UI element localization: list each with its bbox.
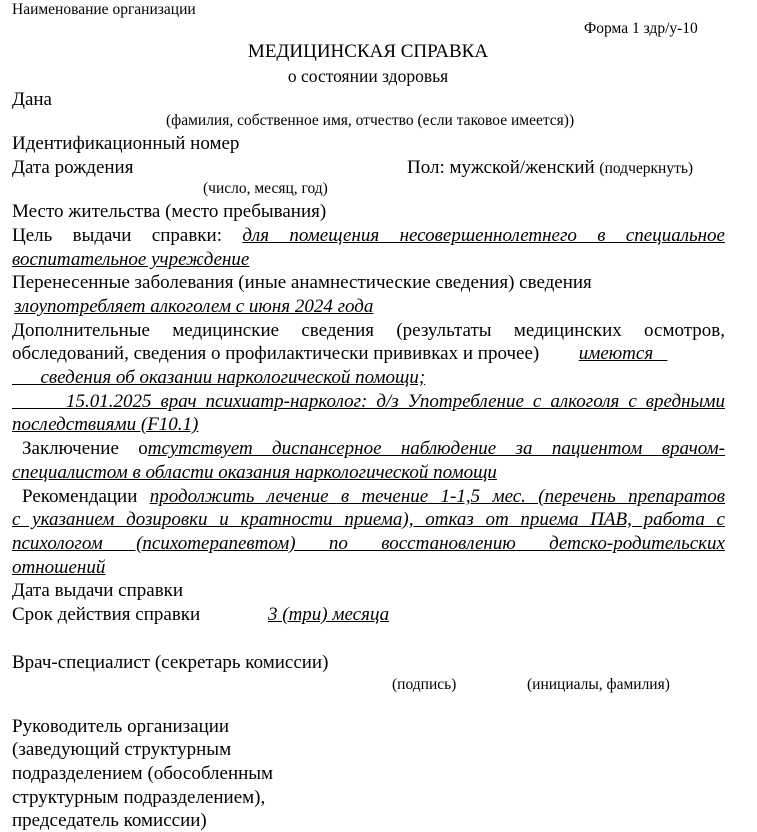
purpose-line-1: [12, 225, 725, 247]
head-line-4: структурным подразделением),: [12, 787, 266, 808]
validity-value: 3 (три) месяца: [268, 604, 390, 625]
sex-field: [407, 157, 693, 180]
diseases-value: злоупотребляет алкоголем с июня 2024 года: [14, 296, 374, 317]
diseases-label: Перенесенные заболевания (иные анамнестические сведения) сведения: [12, 272, 592, 293]
purpose-label: Цель выдачи справки:: [12, 225, 222, 246]
initials-hint: (инициалы, фамилия): [527, 676, 670, 693]
additional-value-narcology: [12, 367, 425, 389]
conclusion-line-1: [22, 438, 725, 460]
form-code: Форма 1 здр/у-10: [584, 20, 698, 37]
additional-label-continued: обследований, сведения о профилактически прививках и прочее): [12, 343, 540, 364]
issued-to-label: Дана: [12, 89, 52, 110]
head-line-2: (заведующий структурным: [12, 739, 232, 760]
recommendations-label: Рекомендации: [22, 486, 138, 507]
document-subtitle: о состоянии здоровья: [287, 66, 449, 86]
signature-hint: (подпись): [392, 676, 457, 693]
document-title: МЕДИЦИНСКАЯ СПРАВКА: [247, 41, 489, 62]
sex-label: Пол: мужской/женский: [407, 157, 595, 178]
additional-value-diagnosis: [12, 391, 725, 413]
validity-label: Срок действия справки: [12, 604, 201, 625]
recommendations-value-line-3: психологом (психотерапевтом) по восстановлению детско-родительских: [12, 533, 725, 554]
name-hint: (фамилия, собственное имя, отчество (если таковое имеется)): [166, 112, 575, 129]
purpose-value-continued: воспитательное учреждение: [12, 249, 250, 270]
additional-value-diagnosis-text: 15.01.2025 врач психиатр-нарколог: д/з Употребление с алкоголя с вредными: [65, 391, 726, 412]
issue-date-label: Дата выдачи справки: [12, 580, 184, 601]
additional-value-narcology-text: сведения об оказании наркологической помощи;: [40, 367, 426, 388]
id-number-label: Идентификационный номер: [12, 133, 240, 154]
residence-label: Место жительства (место пребывания): [12, 201, 327, 222]
recommendations-value: продолжить лечение в течение 1-1,5 мес. (перечень препаратов: [149, 486, 726, 507]
recommendations-value-line-2: с указанием дозировки и кратности приема), отказ от приема ПАВ, работа с: [12, 509, 725, 530]
additional-label-line-2: [12, 343, 667, 365]
additional-value-consequences: последствиями (F10.1): [12, 414, 199, 435]
head-line-5: председатель комиссии): [12, 810, 207, 831]
conclusion-value-continued: специалистом в области оказания наркологической помощи: [12, 462, 497, 483]
organization-name: Наименование организации: [12, 1, 196, 18]
conclusion-value: тсутствует диспансерное наблюдение за пациентом врачом-: [147, 438, 725, 459]
head-line-3: подразделением (обособленным: [12, 763, 274, 784]
recommendations-line-1: [22, 486, 725, 508]
head-line-1: Руководитель организации: [12, 716, 230, 737]
sex-hint: (подчеркнуть): [599, 160, 694, 177]
birth-date-label: Дата рождения: [12, 157, 134, 178]
doctor-label: Врач-специалист (секретарь комиссии): [12, 652, 329, 673]
additional-value-present: имеются: [578, 343, 654, 364]
recommendations-value-line-4: отношений: [12, 557, 106, 578]
conclusion-label: Заключение о: [22, 438, 148, 459]
additional-label-line-1: Дополнительные медицинские сведения (результаты медицинских осмотров,: [12, 320, 725, 341]
birth-date-hint: (число, месяц, год): [203, 180, 328, 197]
purpose-value: для помещения несовершеннолетнего в специальное: [242, 225, 725, 246]
